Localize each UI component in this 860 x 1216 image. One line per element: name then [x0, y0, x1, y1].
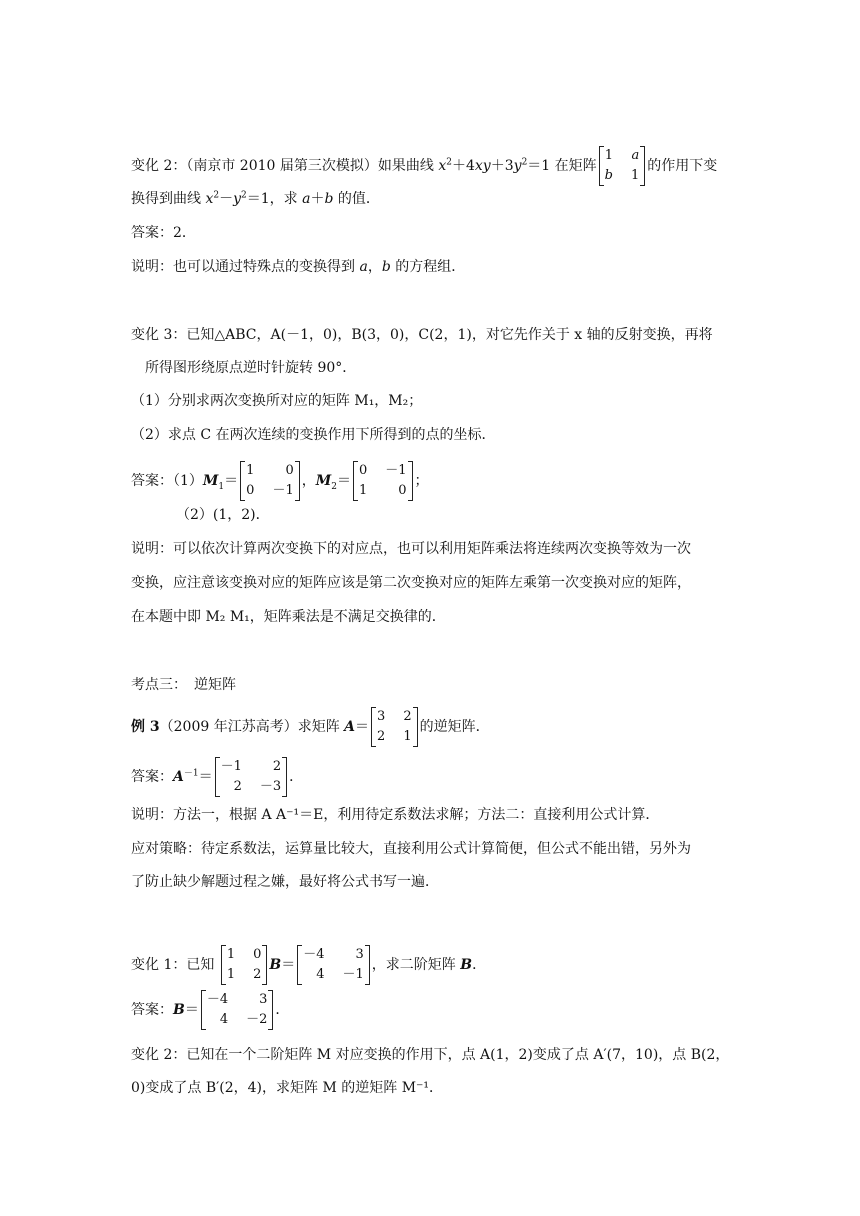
v3-answer: 答案：$(1)M_1=$ 1 0 0 －1 ，$M_2=$ 0 －1 1 0 ；	[131, 461, 429, 501]
text: 的作用下变	[647, 158, 718, 174]
v1-question: 变化 1：已知 1 0 1 2 B＝ －4 3 4 －1 ，求二阶矩阵 B．	[131, 945, 486, 985]
example-3-answer: 答案：$A^{-1}=$ －1 2 2 －3 ．	[131, 757, 303, 797]
matrix-a-inverse: －1 2 2 －3	[215, 757, 288, 797]
v1-answer: 答案：B＝ －4 3 4 －2 ．	[131, 990, 289, 1030]
v3-q1: （1）分别求两次变换所对应的矩阵 M₁，M₂；	[131, 393, 423, 409]
matrix-right: －4 3 4 －1	[297, 945, 370, 985]
v3-note2: 变换，应注意该变换对应的矩阵应该是第二次变换对应的矩阵左乘第一次变换对应的矩阵，	[131, 575, 691, 591]
v2-line1: 变化 2：（南京市 2010 届第三次模拟）如果曲线 $x^2+4xy+3y^2=1$ 在矩阵 1 a b 1 的作用下变	[131, 146, 717, 186]
matrix-1ab1: 1 a b 1	[599, 146, 646, 186]
v3-note3: 在本题中即 M₂ M₁，矩阵乘法是不满足交换律的．	[131, 609, 446, 625]
section-title: 考点三： 逆矩阵	[131, 677, 236, 693]
example-3-note: 说明：方法一，根据 A A⁻¹＝E，利用待定系数法求解；方法二：直接利用公式计算．	[131, 807, 660, 823]
matrix-b: －4 3 4 －2	[201, 990, 274, 1030]
v3-answer2: （2）(1，2)．	[176, 507, 270, 523]
strategy-line1: 应对策略：待定系数法，运算量比较大，直接利用公式计算简便，但公式不能出错，另外为	[131, 841, 691, 857]
v2-line2: 换得到曲线 $x^2-y^2=1$，求 a＋b 的值．	[131, 190, 380, 207]
example-3: 例 3（2009 年江苏高考）求矩阵 A＝ 3 2 2 1 的逆矩阵．	[131, 707, 490, 747]
v3-note1: 说明：可以依次计算两次变换下的对应点，也可以利用矩阵乘法将连续两次变换等效为一次	[131, 541, 691, 557]
text: 变化 2：（南京市 2010 届第三次模拟）如果曲线	[131, 158, 439, 174]
v2-note: 说明：也可以通过特殊点的变换得到 a，b 的方程组．	[131, 259, 466, 275]
v2-answer: 答案：2．	[131, 225, 196, 241]
matrix-m1: 1 0 0 －1	[240, 461, 300, 501]
v2b-line2: 0)变成了点 B′(2，4)，求矩阵 M 的逆矩阵 M⁻¹．	[131, 1080, 444, 1096]
matrix-left: 1 0 1 2	[221, 945, 268, 985]
matrix-a: 3 2 2 1	[371, 707, 418, 747]
v3-line1: 变化 3：已知△ABC，A(－1，0)，B(3，0)，C(2，1)，对它先作关于 x 轴的反射变换，再将	[131, 327, 713, 343]
v2b-line1: 变化 2：已知在一个二阶矩阵 M 对应变换的作用下，点 A(1，2)变成了点 A′(7，10)，点 B(2，	[131, 1047, 730, 1063]
v3-q2: （2）求点 C 在两次连续的变换作用下所得到的点的坐标．	[131, 427, 496, 443]
strategy-line2: 了防止缺少解题过程之嫌，最好将公式书写一遍．	[131, 874, 439, 890]
matrix-m2: 0 －1 1 0	[353, 461, 413, 501]
text: 在矩阵	[554, 158, 597, 174]
v3-line2: 所得图形绕原点逆时针旋转 90°．	[145, 360, 357, 376]
